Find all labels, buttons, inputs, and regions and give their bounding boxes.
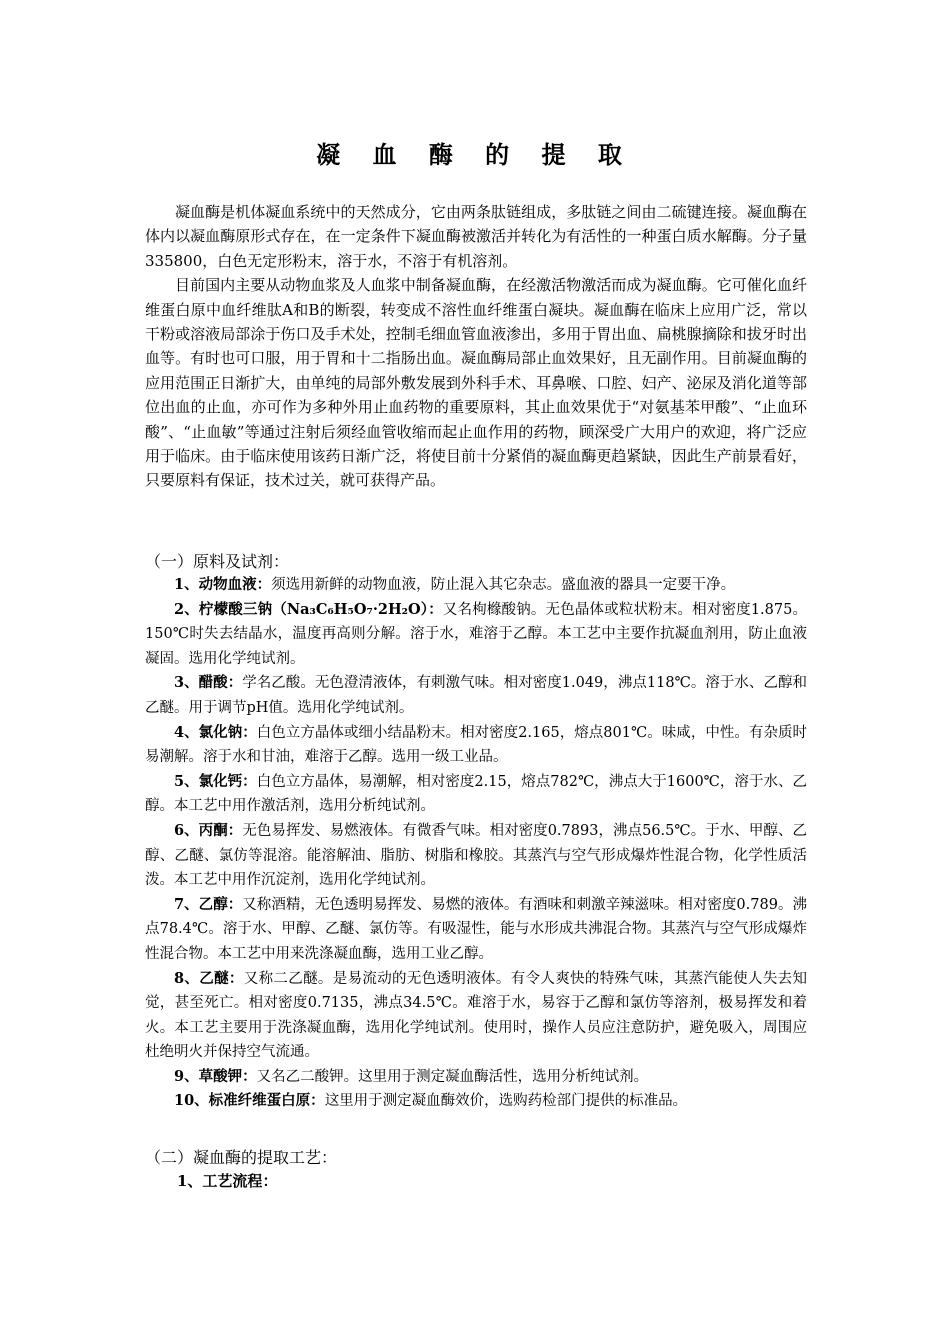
list-item: 2、柠檬酸三钠（Na₃C₆H₅O₇·2H₂O）：又名枸橼酸钠。无色晶体或粒状粉末。相对密度1.875。150℃时失去结晶水，温度再高则分解。溶于水，难溶于乙醇。本工艺中主要作抗凝血剂用，防止血液凝固。选用化学纯试剂。 xyxy=(145,600,807,667)
list-item: 5、氯化钙：白色立方晶体，易潮解，相对密度2.15，熔点782℃，沸点大于1600℃，溶于水、乙醇。本工艺中用作激活剂，选用分析纯试剂。 xyxy=(145,772,807,815)
intro-paragraph-2: 目前国内主要从动物血浆及人血浆中制备凝血酶，在经激活物激活而成为凝血酶。它可催化血纤维蛋白原中血纤维肽A和B的断裂，转变成不溶性血纤维蛋白凝块。凝血酶在临床上应用广泛，常以干粉或溶液局部涂于伤口及手术处，控制毛细血管血液渗出，多用于胃出血、扁桃腺摘除和拔牙时出血等。有时也可口服，用于胃和十二指肠出血。凝血酶局部止血效果好，且无副作用。目前凝血酶的应用范围正日渐扩大，由单纯的局部外敷发展到外科手术、耳鼻喉、口腔、妇产、泌尿及消化道等部位出血的止血，亦可作为多种外用止血药物的重要原料，其止血效果优于“对氨基苯甲酸”、“止血环酸”、“止血敏”等通过注射后须经血管收缩而起止血作用的药物，顾深受广大用户的欢迎，将广泛应用于临床。由于临床使用该药日渐广泛，将使目前十分紧俏的凝血酶更趋紧缺，因此生产前景看好，只要原料有保证，技术过关，就可获得产品。 xyxy=(145,276,807,490)
list-item: 10、标准纤维蛋白原：这里用于测定凝血酶效价，选购药检部门提供的标准品。 xyxy=(174,1092,688,1110)
section-heading-process: （二）凝血酶的提取工艺： xyxy=(145,1148,338,1167)
list-item: 1、动物血液：须选用新鲜的动物血液，防止混入其它杂志。盛血液的器具一定要干净。 xyxy=(174,576,736,593)
materials-list xyxy=(145,573,807,1114)
list-item: 4、氯化钠：白色立方晶体或细小结晶粉末。相对密度2.165，熔点801℃。味咸，中性。有杂质时易潮解。溶于水和甘油，难溶于乙醇。选用一级工业品。 xyxy=(145,723,808,766)
list-item: 9、草酸钾：又名乙二酸钾。这里用于测定凝血酶活性，选用分析纯试剂。 xyxy=(174,1067,649,1085)
document-title: 凝 血 酶 的 提 取 xyxy=(316,141,634,169)
process-flow-label: 1、工艺流程： xyxy=(177,1172,278,1190)
intro-paragraph-1: 凝血酶是机体凝血系统中的天然成分，它由两条肽链组成，多肽链之间由二硫键连接。凝血酶在体内以凝血酶原形式存在，在一定条件下凝血酶被激活并转化为有活性的一种蛋白质水解酶。分子量335800，白色无定形粉末，溶于水，不溶于有机溶剂。 xyxy=(145,203,807,270)
list-item: 3、醋酸：学名乙酸。无色澄清液体，有刺激气味。相对密度1.049，沸点118℃。溶于水、乙醇和乙醚。用于调节pH值。选用化学纯试剂。 xyxy=(145,674,807,716)
intro-text xyxy=(145,200,807,493)
list-item: 7、乙醇：又称酒精，无色透明易挥发、易燃的液体。有酒味和刺激辛辣滋味。相对密度0.789。沸点78.4℃。溶于水、甲醇、乙醚、氯仿等。有吸湿性，能与水形成共沸混合物。其蒸汽与空气形成爆炸性混合物。本工艺中用来洗涤凝血酶，选用工业乙醇。 xyxy=(145,895,807,962)
section-heading-materials: （一）原料及试剂： xyxy=(145,552,290,571)
list-item: 8、乙醚：又称二乙醚。是易流动的无色透明液体。有令人爽快的特殊气味，其蒸汽能使人失去知觉，甚至死亡。相对密度0.7135，沸点34.5℃。难溶于水，易容于乙醇和氯仿等溶剂，极易挥发和着火。本工艺主要用于洗涤凝血酶，选用化学纯试剂。使用时，操作人员应注意防护，避免吸入，周围应杜绝明火并保持空气流通。 xyxy=(145,969,807,1061)
list-item: 6、丙酮：无色易挥发、易燃液体。有微香气味。相对密度0.7893，沸点56.5℃。于水、甲醇、乙醇、乙醚、氯仿等混溶。能溶解油、脂肪、树脂和橡胶。其蒸汽与空气形成爆炸性混合物，化学性质活泼。本工艺中用作沉淀剂，选用化学纯试剂。 xyxy=(145,821,807,889)
